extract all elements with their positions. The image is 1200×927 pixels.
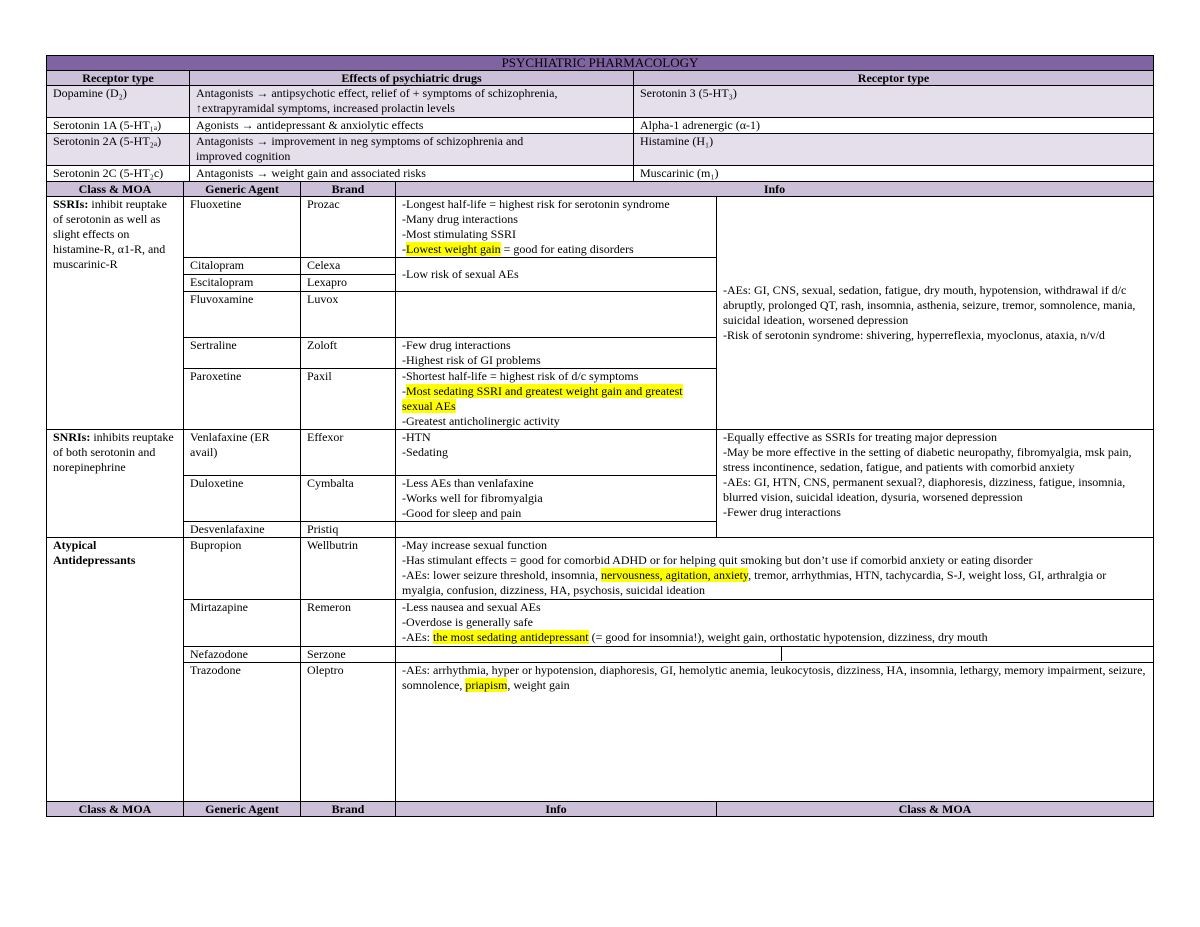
highlight: priapism [465,678,508,692]
receptor-name: Dopamine (D₂) [47,86,190,118]
generic-name: Fluoxetine [184,197,301,258]
drug-row [47,538,1154,600]
brand-name: Celexa [301,258,396,275]
drug-row [47,600,1154,647]
receptor-effects [190,134,634,166]
drug-table [46,181,1154,817]
header-brand: Brand [301,182,396,197]
header-effects: Effects of psychiatric drugs [190,71,634,86]
generic-name: Duloxetine [184,476,301,522]
footer-class: Class & MOA [47,802,184,817]
info-line: -AEs: lower seizure threshold, insomnia, nervousness, agitation, anxiety, tremor, arrhythmias, HTN, tachycardia, S-J, weight loss, GI, arthralgia or myalgia, confusion, dizziness, HA, psychosis, suicidal ideation [402,568,1107,597]
info-line: -AEs: GI, CNS, sexual, sedation, fatigue, dry mouth, hypotension, withdrawal if d/c abruptly, prolonged QT, rash, insomnia, asthenia, seizure, tremor, somnolence, mania, suicidal ideation, worsened depression [723,283,1136,327]
drug-info [396,600,1154,647]
header-receptor-type-right: Receptor type [634,71,1154,86]
brand-name: Cymbalta [301,476,396,522]
info-line: -Most stimulating SSRI [402,227,517,241]
class-description: inhibit reuptake of serotonin as well as slight effects on histamine-R, α1-R, and muscarinic-R [53,197,168,271]
drug-info [396,538,1154,600]
generic-name: Venlafaxine (ER avail) [184,430,301,476]
info-line: -Sedating [402,445,448,459]
pharmacology-sheet [46,55,1154,817]
class-atypical [47,538,184,802]
brand-name: Paxil [301,369,396,430]
drug-info [396,476,717,522]
class-description: inhibits reuptake of both serotonin and norepinephrine [53,430,174,474]
generic-name: Desvenlafaxine [184,522,301,538]
info-line: -Many drug interactions [402,212,518,226]
generic-name: Mirtazapine [184,600,301,647]
brand-name: Pristiq [301,522,396,538]
drug-info [396,647,1154,663]
receptor-effects: Antagonists → weight gain and associated risks [190,166,634,182]
receptor-effects [190,86,634,118]
brand-name: Serzone [301,647,396,663]
generic-name: Paroxetine [184,369,301,430]
drug-row [47,647,1154,663]
class-label: SSRIs: [53,197,89,211]
highlight: the most sedating antidepressant [433,630,589,644]
receptor-right: Alpha-1 adrenergic (α-1) [634,118,1154,134]
brand-name: Oleptro [301,663,396,802]
brand-name: Remeron [301,600,396,647]
info-line: -AEs: the most sedating antidepressant (= good for insomnia!), weight gain, orthostatic hypotension, dizziness, dry mouth [402,630,988,644]
info-line: -Less AEs than venlafaxine [402,476,534,490]
class-ssri [47,197,184,430]
generic-name: Escitalopram [184,275,301,292]
generic-name: Fluvoxamine [184,292,301,338]
brand-name: Wellbutrin [301,538,396,600]
info-line: -Most sedating SSRI and greatest weight gain and greatest sexual AEs [402,384,683,413]
receptor-name: Serotonin 1A (5-HT₁ₐ) [47,118,190,134]
drug-info [396,522,717,538]
receptor-table [46,55,1154,182]
receptor-row [47,118,1154,134]
footer-generic: Generic Agent [184,802,301,817]
drug-info [396,197,717,258]
receptor-name: Serotonin 2A (5-HT₂ₐ) [47,134,190,166]
class-label: SNRIs: [53,430,91,444]
effect-line: Antagonists → antipsychotic effect, relief of + symptoms of schizophrenia, [196,86,558,100]
receptor-effects: Agonists → antidepressant & anxiolytic effects [190,118,634,134]
info-line: -HTN [402,430,431,444]
drug-info [396,292,717,338]
drug-info [396,369,717,430]
receptor-right: Serotonin 3 (5-HT₃) [634,86,1154,118]
effect-line: improved cognition [196,149,291,163]
brand-name: Lexapro [301,275,396,292]
info-line: -Greatest anticholinergic activity [402,414,560,428]
info-line: -May be more effective in the setting of diabetic neuropathy, fibromyalgia, msk pain, stress incontinence, sedation, fatigue, and patients with comorbid anxiety [723,445,1132,474]
effect-line: ↑extrapyramidal symptoms, increased prolactin levels [196,101,455,115]
brand-name: Effexor [301,430,396,476]
receptor-row [47,166,1154,182]
highlight: nervousness, agitation, anxiety [600,568,749,582]
brand-name: Luvox [301,292,396,338]
page-title: PSYCHIATRIC PHARMACOLOGY [47,56,1154,71]
receptor-row [47,134,1154,166]
generic-name: Citalopram [184,258,301,275]
footer-class-right: Class & MOA [717,802,1154,817]
info-line: -Overdose is generally safe [402,615,533,629]
info-line: -Equally effective as SSRIs for treating major depression [723,430,998,444]
info-line: -AEs: GI, HTN, CNS, permanent sexual?, diaphoresis, dizziness, fatigue, insomnia, blurred vision, suicidal ideation, dysuria, worsened depression [723,475,1126,504]
footer-info: Info [396,802,717,817]
drug-info [396,430,717,476]
drug-info [396,338,717,369]
footer-brand: Brand [301,802,396,817]
info-line: -Risk of serotonin syndrome: shivering, hyperreflexia, myoclonus, ataxia, n/v/d [723,328,1105,342]
info-line: -Longest half-life = highest risk for serotonin syndrome [402,197,670,211]
highlight: Most sedating SSRI and greatest weight gain and greatest sexual AEs [402,384,683,413]
drug-info: -Low risk of sexual AEs [396,258,717,292]
effect-line: Antagonists → improvement in neg symptoms of schizophrenia and [196,134,524,148]
brand-name: Zoloft [301,338,396,369]
info-line: -Shortest half-life = highest risk of d/c symptoms [402,369,639,383]
class-info-snri [717,430,1154,538]
generic-name: Trazodone [184,663,301,802]
info-line: -Lowest weight gain = good for eating disorders [402,242,634,256]
receptor-right: Histamine (H₁) [634,134,1154,166]
drug-info: -AEs: arrhythmia, hyper or hypotension, diaphoresis, GI, hemolytic anemia, leukocytosis, dizziness, HA, insomnia, lethargy, memory impairment, seizure, somnolence, priapism, weight gain [396,663,1154,802]
header-info: Info [396,182,1154,197]
class-snri [47,430,184,538]
info-line: -Few drug interactions [402,338,511,352]
info-line: -Less nausea and sexual AEs [402,600,541,614]
info-line: -Good for sleep and pain [402,506,522,520]
class-label: Atypical Antidepressants [53,538,136,567]
drug-row [47,430,1154,476]
info-line: -May increase sexual function [402,538,547,552]
header-receptor-type: Receptor type [47,71,190,86]
highlight: Lowest weight gain [406,242,501,256]
header-class: Class & MOA [47,182,184,197]
receptor-name: Serotonin 2C (5-HT₂c) [47,166,190,182]
generic-name: Sertraline [184,338,301,369]
info-line: -Highest risk of GI problems [402,353,541,367]
receptor-row [47,86,1154,118]
class-info-ssri [717,197,1154,430]
drug-row [47,663,1154,802]
receptor-right: Muscarinic (m₁) [634,166,1154,182]
info-line: -Has stimulant effects = good for comorbid ADHD or for helping quit smoking but don’t use if comorbid anxiety or eating disorder [402,553,1033,567]
generic-name: Nefazodone [184,647,301,663]
info-line: -Fewer drug interactions [723,505,841,519]
generic-name: Bupropion [184,538,301,600]
drug-row [47,197,1154,258]
brand-name: Prozac [301,197,396,258]
header-generic: Generic Agent [184,182,301,197]
info-line: -Works well for fibromyalgia [402,491,543,505]
